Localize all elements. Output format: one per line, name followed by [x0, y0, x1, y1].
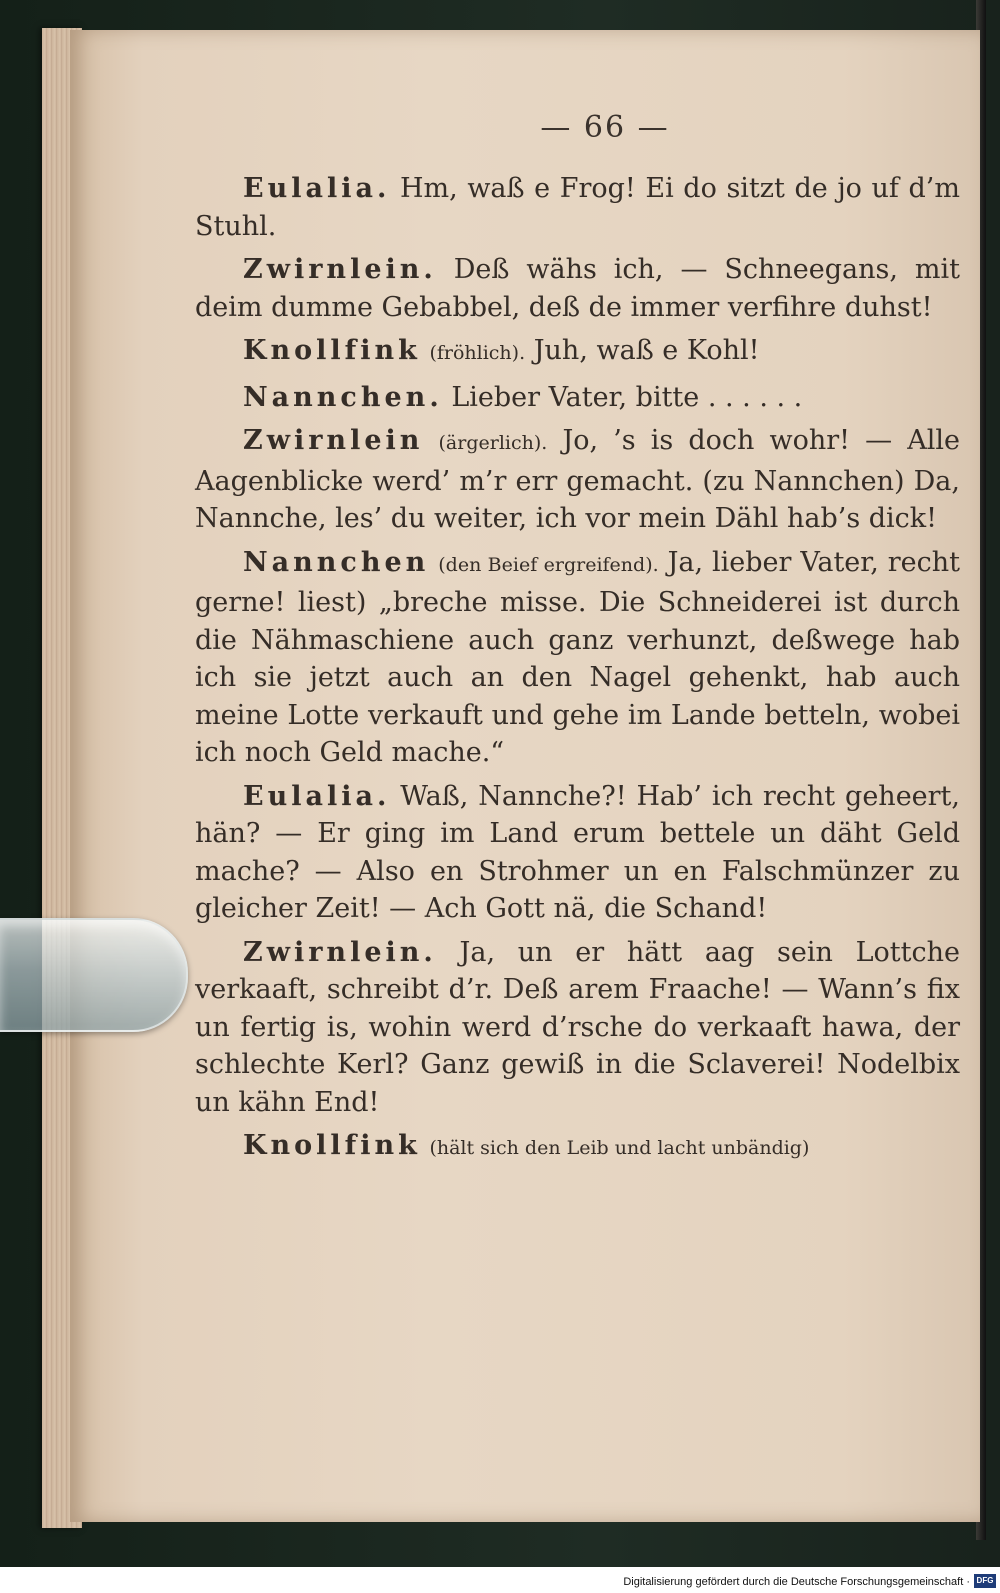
paragraph	[195, 251, 960, 326]
dialogue-text: Hm, waß e Frog! Ei do sitzt de jo uf d’m Stuhl.	[195, 173, 960, 242]
speaker-name: Zwirnlein.	[243, 254, 437, 285]
page-number: — 66 —	[540, 110, 670, 145]
page-clip	[0, 918, 188, 1032]
dialogue-text: Deß wähs ich, — Schneegans, mit deim dumme Gebabbel, deß de immer verfihre duhst!	[195, 254, 960, 323]
paragraph	[195, 934, 960, 1122]
speaker-name: Knollfink	[243, 335, 421, 366]
dialogue-text: Lieber Vater, bitte . . . . . .	[451, 381, 803, 413]
dialogue-text: Juh, waß e Kohl!	[533, 335, 760, 366]
speaker-name: Zwirnlein	[243, 425, 424, 456]
stage-direction: (den Beief ergreifend).	[438, 553, 659, 576]
paragraph	[195, 170, 960, 245]
speaker-name: Zwirnlein.	[243, 936, 437, 968]
dialogue-text: Ja, lieber Vater, recht gerne! liest) „breche misse. Die Schneiderei ist durch die Nähmaschiene auch ganz verhunzt, deßwege hab ich sie jetzt auch an den Nagel gehenkt, hab auch meine Lotte verkauft und gehe im Lande betteln, wobei ich noch Geld mache.“	[195, 546, 960, 768]
dialogue-text: Ja, un er hätt aag sein Lottche verkaaft, schreibt d’r. Deß arem Fraache! — Wann’s fix un fertig is, wohin werd d’rsche do verkaaft hawa, der schlechte Kerl? Ganz gewiß in die Sclaverei! Nodelbix un kähn End!	[195, 936, 960, 1118]
paragraph	[195, 332, 960, 373]
dfg-logo: DFG	[974, 1574, 996, 1588]
footer-credit: Digitalisierung gefördert durch die Deutsche Forschungsgemeinschaft ·	[623, 1576, 970, 1588]
dialogue-text: Jo, ’s is doch wohr! — Alle Aagenblicke werd’ m’r err gemacht. (zu Nannchen) Da, Nannche, les’ du weiter, ich vor mein Dähl hab’s dick!	[195, 425, 960, 534]
speaker-name: Nannchen	[243, 546, 430, 578]
speaker-name: Nannchen.	[243, 381, 443, 413]
page-text	[195, 170, 960, 1174]
speaker-name: Eulalia.	[243, 780, 391, 812]
paragraph	[195, 379, 960, 417]
paragraph	[195, 544, 960, 772]
speaker-name: Eulalia.	[243, 173, 391, 204]
stage-direction: (fröhlich).	[429, 342, 526, 364]
footer-bar	[0, 1567, 1000, 1593]
dialogue-text: Waß, Nannche?! Hab’ ich recht geheert, hän? — Er ging im Land erum bettele un däht Geld mache? — Also en Strohmer un en Falschmünzer zu gleicher Zeit! — Ach Gott nä, die Schand!	[195, 780, 960, 924]
stage-direction: (ärgerlich).	[438, 432, 548, 454]
stage-direction: (hält sich den Leib und lacht unbändig)	[429, 1137, 810, 1159]
speaker-name: Knollfink	[243, 1130, 421, 1161]
paragraph	[195, 778, 960, 928]
paragraph	[195, 422, 960, 538]
paragraph	[195, 1127, 960, 1168]
